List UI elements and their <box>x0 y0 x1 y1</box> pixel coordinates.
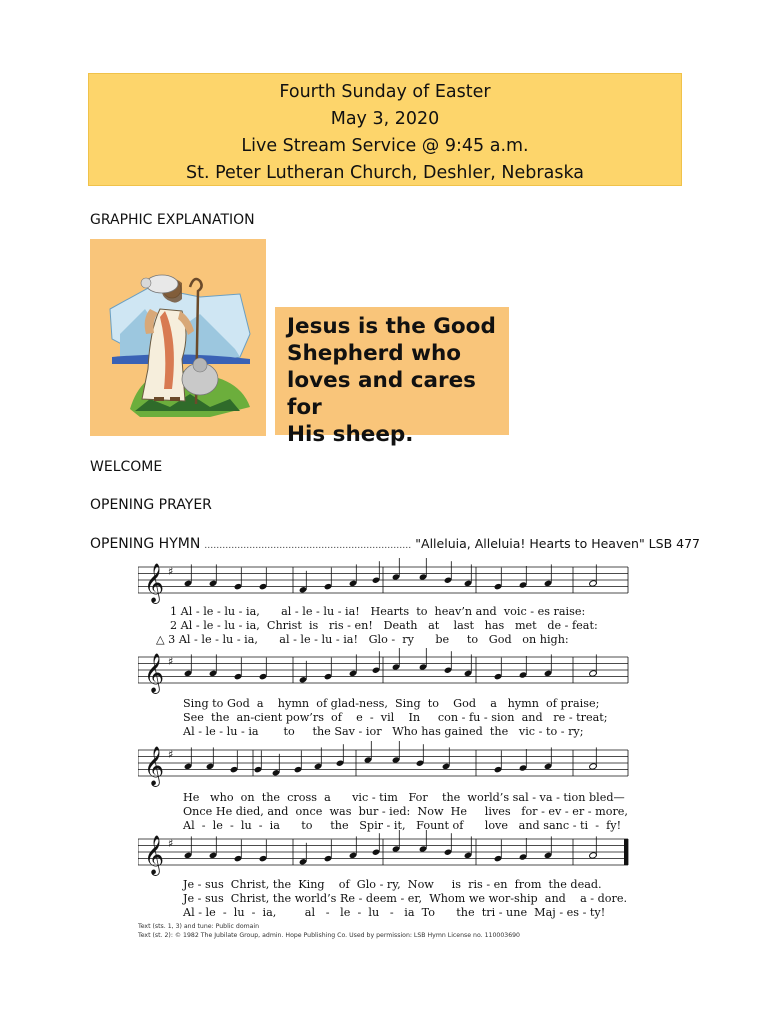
section-opening-hymn: OPENING HYMN <box>90 536 201 552</box>
caption-line-4: His sheep. <box>287 422 414 447</box>
treble-clef-icon: 𝄞 <box>144 835 165 875</box>
caption-line-1: Jesus is the Good <box>287 314 496 339</box>
caption-line-3: loves and cares for <box>287 368 476 420</box>
header-service-time: Live Stream Service @ 9:45 a.m. <box>241 136 529 156</box>
lyrics-s2-v2: See the an-cient pow’rs of e - vil In con - fu - sion and re - treat; <box>183 711 608 724</box>
leader-dots: …………………………………………………………… <box>204 541 412 551</box>
opening-hymn-line <box>90 536 700 552</box>
treble-clef-icon: 𝄞 <box>144 563 165 603</box>
footnote-copyright: Text (st. 2): © 1982 The Jubilate Group, admin. Hope Publishing Co. Used by permission: LSB Hymn License no. 110003690 <box>138 932 520 939</box>
header-occasion: Fourth Sunday of Easter <box>279 82 491 102</box>
lyrics-s1-v2: 2 Al - le - lu - ia, Christ is ris - en! Death at last has met de - feat: <box>170 619 598 632</box>
lyrics-s4-v2: Je - sus Christ, the world’s Re - deem - er, Whom we wor-ship and a - dore. <box>183 892 628 905</box>
lyrics-s3-v3: Al - le - lu - ia to the Spir - it, Fount of love and sanc - ti - fy! <box>183 819 622 832</box>
service-header <box>88 73 682 186</box>
hymn-title: "Alleluia, Alleluia! Hearts to Heaven" LSB 477 <box>415 536 700 551</box>
key-sharp-icon: ♯ <box>168 565 174 578</box>
lyrics-s2-v3: Al - le - lu - ia to the Sav - ior Who has gained the vic - to - ry; <box>183 725 584 738</box>
key-sharp-icon: ♯ <box>168 837 174 850</box>
key-sharp-icon: ♯ <box>168 748 174 761</box>
header-church: St. Peter Lutheran Church, Deshler, Nebraska <box>185 163 584 183</box>
section-graphic-explanation: GRAPHIC EXPLANATION <box>90 212 255 228</box>
section-welcome: WELCOME <box>90 459 163 475</box>
treble-clef-icon: 𝄞 <box>144 746 165 786</box>
final-bar-line <box>624 839 628 865</box>
footnote-public-domain: Text (sts. 1, 3) and tune: Public domain <box>138 923 260 930</box>
good-shepherd-illustration <box>90 239 266 436</box>
lyrics-s4-v3: Al - le - lu - ia, al - le - lu - ia To the tri - une Maj - es - ty! <box>183 906 606 919</box>
key-sharp-icon: ♯ <box>168 655 174 668</box>
good-shepherd-caption-box <box>275 307 509 447</box>
section-opening-prayer: OPENING PRAYER <box>90 497 212 513</box>
lyrics-s4-v1: Je - sus Christ, the King of Glo - ry, Now is ris - en from the dead. <box>183 878 602 891</box>
treble-clef-icon: 𝄞 <box>144 653 165 693</box>
shepherd-image <box>90 239 266 436</box>
lyrics-s1-v3: △ 3 Al - le - lu - ia, al - le - lu - ia! Glo - ry be to God on high: <box>156 633 569 646</box>
lyrics-s3-v1: He who on the cross a vic - tim For the world’s sal - va - tion bled— <box>183 791 625 804</box>
header-date: May 3, 2020 <box>330 109 440 129</box>
lyrics-s3-v2: Once He died, and once was bur - ied: Now He lives for - ev - er - more, <box>183 805 628 818</box>
caption-line-2: Shepherd who <box>287 341 462 366</box>
lyrics-s2-v1: Sing to God a hymn of glad-ness, Sing to God a hymn of praise; <box>183 697 600 710</box>
lyrics-s1-v1: 1 Al - le - lu - ia, al - le - lu - ia! Hearts to heav’n and voic - es raise: <box>170 605 586 618</box>
